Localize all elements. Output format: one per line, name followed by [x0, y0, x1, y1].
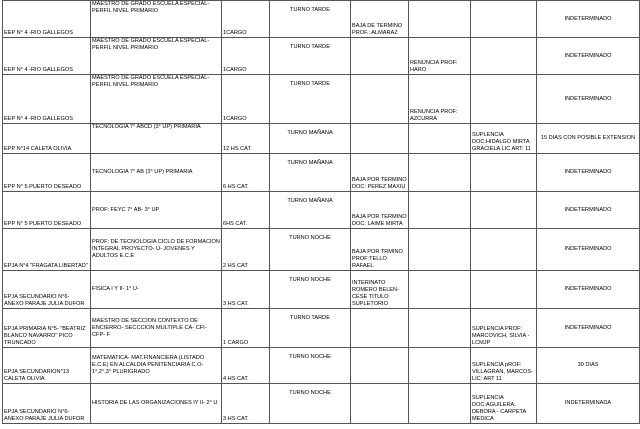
hours-cell: [222, 384, 270, 424]
hours-text: 4 HS CAT.: [223, 376, 249, 382]
suplencia-cell: [471, 384, 537, 424]
table-row: [3, 229, 640, 271]
shift-cell: [270, 229, 351, 271]
position-text: MAESTRO DE GRADO ESCUELA ESPECIAL- PERFIL NIVEL PRIMARIO: [92, 75, 210, 88]
table-row: [3, 192, 640, 229]
hours-text: 2 HS CAT: [223, 263, 248, 269]
suplencia-cell: [471, 309, 537, 348]
shift-cell: [270, 348, 351, 384]
school-text: EEP N° 4 -RIO GALLEGOS: [4, 116, 73, 122]
position-text: MAESTRO DE SECCION CONTEXTO DE ENCIERRO- SECCCION MULTIPLE CA- CFI- CFP- F: [92, 317, 207, 338]
replacement-cell: [409, 192, 471, 229]
hours-text: 1CARGO: [223, 30, 247, 36]
school-text: EEP N° 4 -RIO GALLEGOS: [4, 30, 73, 36]
suplencia-cell: [471, 1, 537, 38]
table-row: [3, 75, 640, 124]
duration-text: 30 DIAS: [577, 362, 599, 368]
hours-text: 1CARGO: [223, 116, 247, 122]
reason-text: BAJA POR TERMINO DOC: PEREZ MAXIU: [352, 177, 407, 190]
position-cell: [91, 1, 222, 38]
reason-text: BAJA POR TERMINO DOC: LAIME MIRTA: [352, 214, 407, 227]
vacancy-table: [2, 0, 640, 424]
shift-cell: [270, 309, 351, 348]
position-text: PROF: FEYC 7° AB- 3° UP: [92, 206, 160, 213]
school-cell: [3, 192, 91, 229]
suplencia-text: SUPLENCIA DOC:HIDALGO MIRTA GRACIELA LIC ART: 11: [472, 132, 531, 152]
school-cell: [3, 38, 91, 75]
school-text: EPP N°14 CALETA OLIVIA: [4, 146, 72, 152]
school-text: EPP N° 5 PUERTO DESEADO: [4, 221, 82, 227]
suplencia-cell: [471, 38, 537, 75]
shift-text: TURNO TARDE: [290, 44, 330, 50]
hours-text: 6 HS CAT.: [223, 184, 249, 190]
shift-text: TURNO TARDE: [290, 7, 330, 13]
suplencia-cell: [471, 124, 537, 154]
table-row: [3, 348, 640, 384]
hours-cell: [222, 38, 270, 75]
school-cell: [3, 1, 91, 38]
replacement-cell: [409, 348, 471, 384]
hours-cell: [222, 75, 270, 124]
suplencia-cell: [471, 192, 537, 229]
shift-cell: [270, 1, 351, 38]
school-cell: [3, 271, 91, 309]
replacement-cell: [409, 229, 471, 271]
hours-cell: [222, 192, 270, 229]
school-text: EPJA SECUNDARIO N°6- ANEXO PARAJE JULIA DUFOR: [4, 294, 85, 307]
duration-cell: [537, 348, 640, 384]
school-cell: [3, 124, 91, 154]
shift-cell: [270, 192, 351, 229]
position-text: PROF: DE TECNOLOGIA CICLO DE FORMACION INTEGRAL PROYECTO- U- JOVENES Y ADULTOS E.C.E: [92, 239, 220, 259]
replacement-cell: [409, 384, 471, 424]
position-text: HISTORIA DE LAS ORGANIZACIONES IY II- 2° U: [92, 400, 218, 406]
duration-text: INDETERMINADA: [564, 400, 612, 406]
hours-text: 12 HS CAT: [223, 146, 251, 152]
school-text: EPJA SECUNDARION°13 CALETA OLIVIA: [4, 369, 70, 382]
reason-cell: [351, 348, 409, 384]
position-cell: [91, 271, 222, 309]
suplencia-cell: [471, 229, 537, 271]
school-cell: [3, 348, 91, 384]
shift-text: TURNO NOCHE: [289, 277, 331, 283]
duration-cell: [537, 309, 640, 348]
position-cell: [91, 229, 222, 271]
shift-cell: [270, 384, 351, 424]
school-cell: [3, 229, 91, 271]
replacement-text: RENUNCIA PROF: AZCURRA: [410, 109, 458, 122]
hours-text: 6HS CAT.: [223, 221, 248, 227]
suplencia-cell: [471, 75, 537, 124]
reason-text: INTERINATO ROMERO BELEN- CESE TITULO SUPLETORIO: [352, 280, 399, 307]
duration-cell: [537, 384, 640, 424]
hours-cell: [222, 154, 270, 192]
reason-cell: [351, 229, 409, 271]
school-cell: [3, 384, 91, 424]
shift-cell: [270, 75, 351, 124]
shift-cell: [270, 271, 351, 309]
table-row: [3, 384, 640, 424]
position-cell: [91, 38, 222, 75]
shift-text: TURNO MAÑANA: [287, 198, 333, 204]
hours-cell: [222, 271, 270, 309]
reason-cell: [351, 38, 409, 75]
hours-cell: [222, 309, 270, 348]
position-text: MATEMATICA- MAT.FINANCIERA (LISTADO E.C.E) EN ALCALDIA PENITENCIARIA C.O-1°,2°,3° PLURIGRADO: [92, 355, 205, 375]
hours-cell: [222, 1, 270, 38]
duration-text: INDETERMINADO: [564, 246, 612, 252]
reason-cell: [351, 124, 409, 154]
suplencia-cell: [471, 271, 537, 309]
table-row: [3, 124, 640, 154]
position-cell: [91, 192, 222, 229]
shift-text: TURNO NOCHE: [289, 354, 331, 360]
shift-text: TURNO TARDE: [290, 81, 330, 87]
hours-text: 3 HS CAT.: [223, 301, 249, 307]
position-cell: [91, 309, 222, 348]
position-text: TECNOLOGIA 7° AB (3° UP) PRIMARIA: [92, 169, 193, 175]
suplencia-text: SUPLENCIA pROF: VILLAGRAN, MARCOS- LIC: ART 11: [472, 362, 533, 382]
replacement-cell: [409, 271, 471, 309]
hours-cell: [222, 229, 270, 271]
duration-text: INDETERMINADO: [564, 95, 612, 102]
duration-cell: [537, 75, 640, 124]
hours-cell: [222, 348, 270, 384]
duration-text: INDETERMINADO: [564, 15, 612, 22]
duration-text: INDETERMINADO: [564, 52, 612, 59]
duration-cell: [537, 154, 640, 192]
duration-text: INDETERMINADO: [564, 286, 612, 292]
shift-cell: [270, 124, 351, 154]
reason-text: BAJA POR TRMINO PROF:TELLO RAFAEL: [352, 249, 403, 269]
suplencia-cell: [471, 154, 537, 192]
replacement-cell: [409, 154, 471, 192]
suplencia-cell: [471, 348, 537, 384]
replacement-cell: [409, 1, 471, 38]
school-text: EEP N° 4 -RIO GALLEGOS: [4, 67, 73, 73]
duration-text: 15 DIAS CON POSIBLE EXTENSION: [540, 135, 636, 141]
table-row: [3, 38, 640, 75]
table-row: [3, 154, 640, 192]
school-cell: [3, 75, 91, 124]
school-cell: [3, 309, 91, 348]
reason-cell: [351, 1, 409, 38]
school-text: EPJA SECUNDARIO N°6- ANEXO PARAJE JULIA DUFOR: [4, 409, 85, 422]
position-text: MAESTRO DE GRADO ESCUELA ESPECIAL- PERFIL NIVEL PRIMARIO: [92, 38, 210, 51]
duration-cell: [537, 271, 640, 309]
shift-text: TURNO MAÑANA: [287, 160, 333, 166]
shift-cell: [270, 38, 351, 75]
duration-text: INDETERMINADO: [564, 206, 612, 213]
hours-cell: [222, 124, 270, 154]
duration-cell: [537, 38, 640, 75]
shift-text: TURNO TARDE: [290, 315, 330, 321]
position-text: MAESTRO DE GRADO ESCUELA ESPECIAL- PERFIL NIVEL PRIMARIO: [92, 1, 210, 14]
reason-cell: [351, 192, 409, 229]
reason-cell: [351, 309, 409, 348]
replacement-cell: [409, 124, 471, 154]
table-row: [3, 271, 640, 309]
suplencia-text: SUPLENCIA DOC:AGUILERA, DEBORA - CARPETA MEDICA: [472, 395, 526, 422]
duration-cell: [537, 124, 640, 154]
school-text: EPJA N°4 "FRAGATA LIBERTAD": [4, 263, 88, 269]
position-text: TECNOLOGIA 7° ABCD (3° UP) PRIMARIA: [92, 124, 201, 130]
shift-text: TURNO NOCHE: [289, 390, 331, 396]
position-text: FISICA I Y II- 1° U-: [92, 286, 139, 292]
reason-cell: [351, 154, 409, 192]
position-cell: [91, 154, 222, 192]
replacement-cell: [409, 38, 471, 75]
reason-cell: [351, 75, 409, 124]
duration-cell: [537, 192, 640, 229]
position-cell: [91, 124, 222, 154]
replacement-cell: [409, 309, 471, 348]
school-text: EPJA PRIMARIA N°5- "BEATRIZ BLANCO NAVARRO" PICO TRUNCADO: [4, 326, 86, 346]
hours-text: 3 HS CAT.: [223, 416, 249, 422]
position-cell: [91, 75, 222, 124]
hours-text: 1 CARGO: [223, 340, 249, 346]
suplencia-text: SUPLENCIA PROF: MARCOVICH, SILVIA - LCMJP: [472, 326, 530, 346]
duration-text: INDETERMINADO: [564, 324, 612, 331]
reason-cell: [351, 271, 409, 309]
shift-text: TURNO NOCHE: [289, 235, 331, 241]
school-text: EPP N° 5 PUERTO DESEADO: [4, 184, 82, 190]
table-row: [3, 309, 640, 348]
duration-text: INDETERMINADO: [564, 169, 612, 175]
position-cell: [91, 384, 222, 424]
table-row: [3, 1, 640, 38]
reason-text: BAJA DE TERMINO PROF.: ALMARAZ: [352, 23, 403, 36]
replacement-cell: [409, 75, 471, 124]
replacement-text: RENUNCIA PROF: HARO: [410, 60, 458, 73]
hours-text: 1CARGO: [223, 67, 247, 73]
school-cell: [3, 154, 91, 192]
shift-cell: [270, 154, 351, 192]
duration-cell: [537, 1, 640, 38]
reason-cell: [351, 384, 409, 424]
position-cell: [91, 348, 222, 384]
shift-text: TURNO MAÑANA: [287, 130, 333, 136]
duration-cell: [537, 229, 640, 271]
